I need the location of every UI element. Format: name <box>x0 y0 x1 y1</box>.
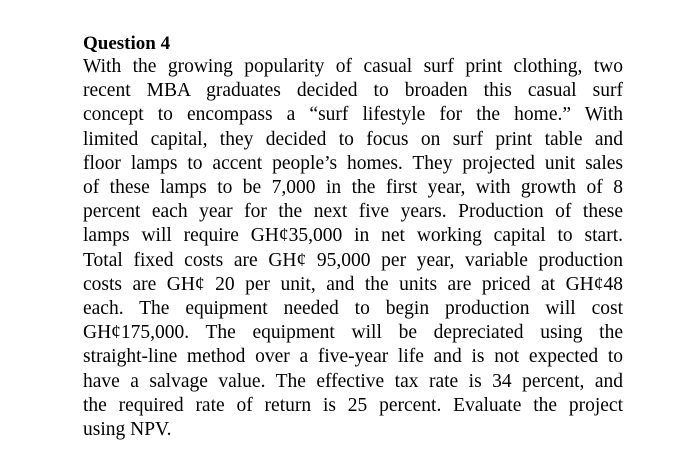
question-line: using NPV. <box>83 419 172 441</box>
question-title: Question 4 <box>83 33 171 54</box>
question-line: recent MBA graduates decided to broaden this casual surf <box>83 80 623 102</box>
question-line: limited capital, they decided to focus on surf print table and <box>83 128 623 150</box>
question-line: Total fixed costs are GH¢ 95,000 per year, variable production <box>83 249 623 271</box>
question-line: straight-line method over a five-year life and is not expected to <box>83 346 623 368</box>
question-line: percent each year for the next five years. Production of these <box>83 201 623 223</box>
question-line: the required rate of return is 25 percent. Evaluate the project <box>83 394 623 416</box>
question-document <box>83 33 623 442</box>
question-line: each. The equipment needed to begin production will cost <box>83 298 623 320</box>
question-line: of these lamps to be 7,000 in the first year, with growth of 8 <box>83 177 623 199</box>
question-line: With the growing popularity of casual surf print clothing, two <box>83 56 623 77</box>
question-body <box>83 55 623 442</box>
question-line: GH¢175,000. The equipment will be depreciated using the <box>83 322 623 344</box>
question-line: have a salvage value. The effective tax rate is 34 percent, and <box>83 370 623 392</box>
question-line: concept to encompass a “surf lifestyle for the home.” With <box>83 104 623 126</box>
question-line: floor lamps to accent people’s homes. They projected unit sales <box>83 152 623 174</box>
question-line: costs are GH¢ 20 per unit, and the units are priced at GH¢48 <box>83 273 623 295</box>
question-line: lamps will require GH¢35,000 in net working capital to start. <box>83 225 623 247</box>
